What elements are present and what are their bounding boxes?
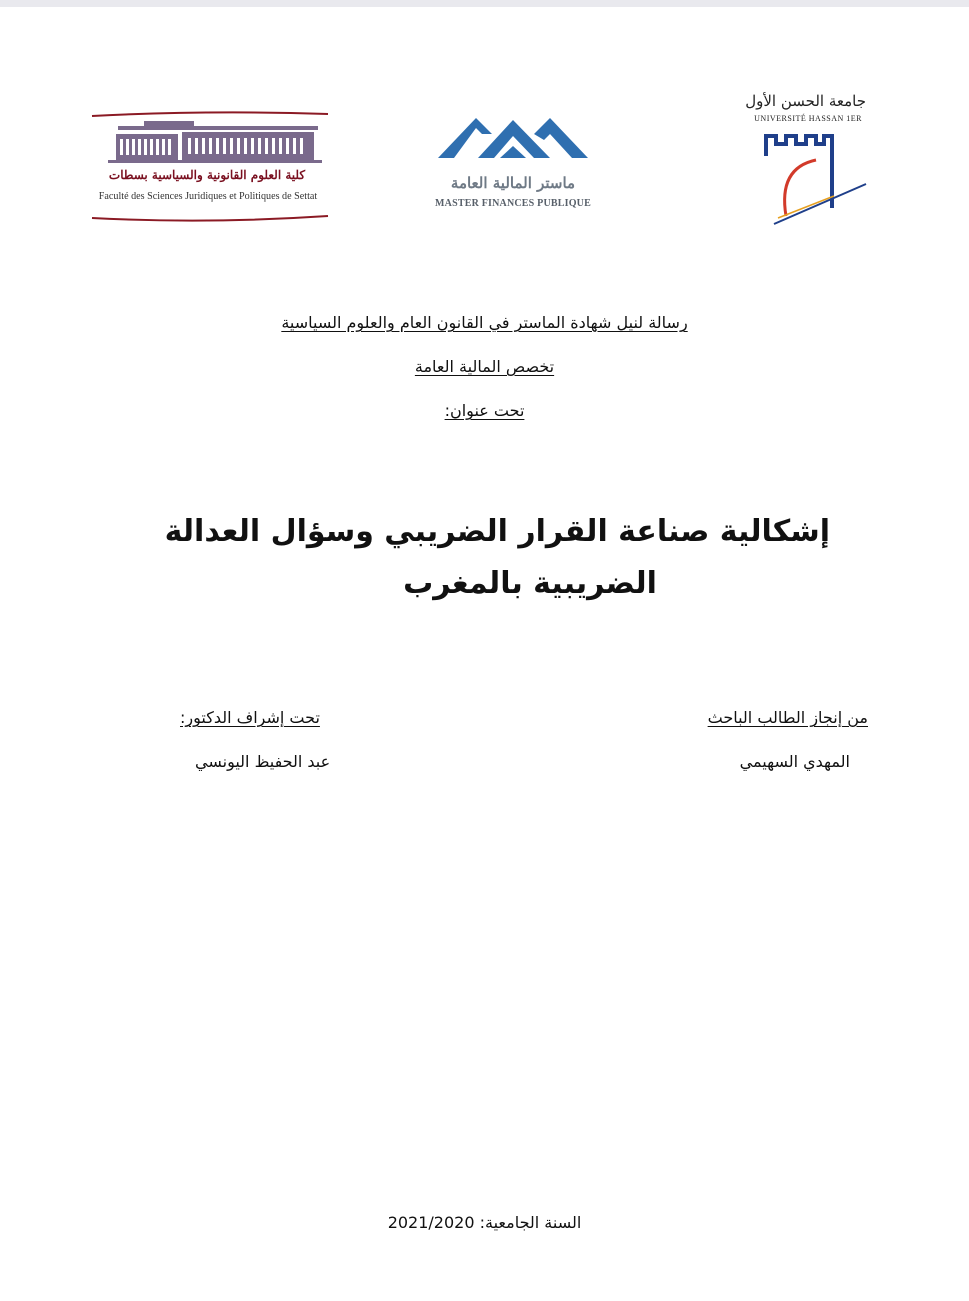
university-logo	[716, 88, 876, 238]
faculty-building-icon	[88, 108, 333, 223]
specialization-line	[0, 357, 969, 376]
master-name-fr: MASTER FINANCES PUBLIQUE	[435, 198, 591, 209]
master-peaks-icon	[418, 96, 608, 176]
specialization-text: تخصص المالية العامة	[414, 357, 555, 376]
academic-year: السنة الجامعية: 2021/2020	[387, 1213, 582, 1232]
supervisor-label: تحت إشراف الدكتور:	[180, 708, 320, 727]
thesis-title-line1: إشكالية صناعة القرار الضريبي وسؤال العدالة	[164, 514, 830, 549]
university-tower-icon	[716, 88, 876, 238]
degree-line	[0, 313, 969, 332]
supervisor-name: عبد الحفيظ اليونسي	[195, 752, 331, 771]
under-title-text: تحت عنوان:	[444, 401, 525, 420]
faculty-name-ar: كلية العلوم القانونية والسياسية بسطات	[108, 168, 306, 182]
page-top-border	[0, 0, 969, 7]
student-label: من إنجاز الطالب الباحث	[707, 708, 868, 727]
master-name-ar: ماستر المالية العامة	[450, 174, 576, 192]
student-name: المهدي السهيمي	[739, 752, 850, 771]
faculty-name-fr: Faculté des Sciences Juridiques et Politiques de Settat	[98, 190, 318, 202]
thesis-title-line2: الضريبية بالمغرب	[403, 566, 657, 601]
master-logo	[418, 96, 608, 236]
degree-text: رسالة لنيل شهادة الماستر في القانون العام والعلوم السياسية	[281, 313, 688, 332]
faculty-logo	[88, 108, 333, 223]
university-name-fr: UNIVERSITÉ HASSAN 1ER	[754, 114, 862, 123]
under-title-line	[0, 401, 969, 420]
university-name-ar: جامعة الحسن الأول	[745, 92, 866, 110]
thesis-title	[150, 506, 830, 610]
